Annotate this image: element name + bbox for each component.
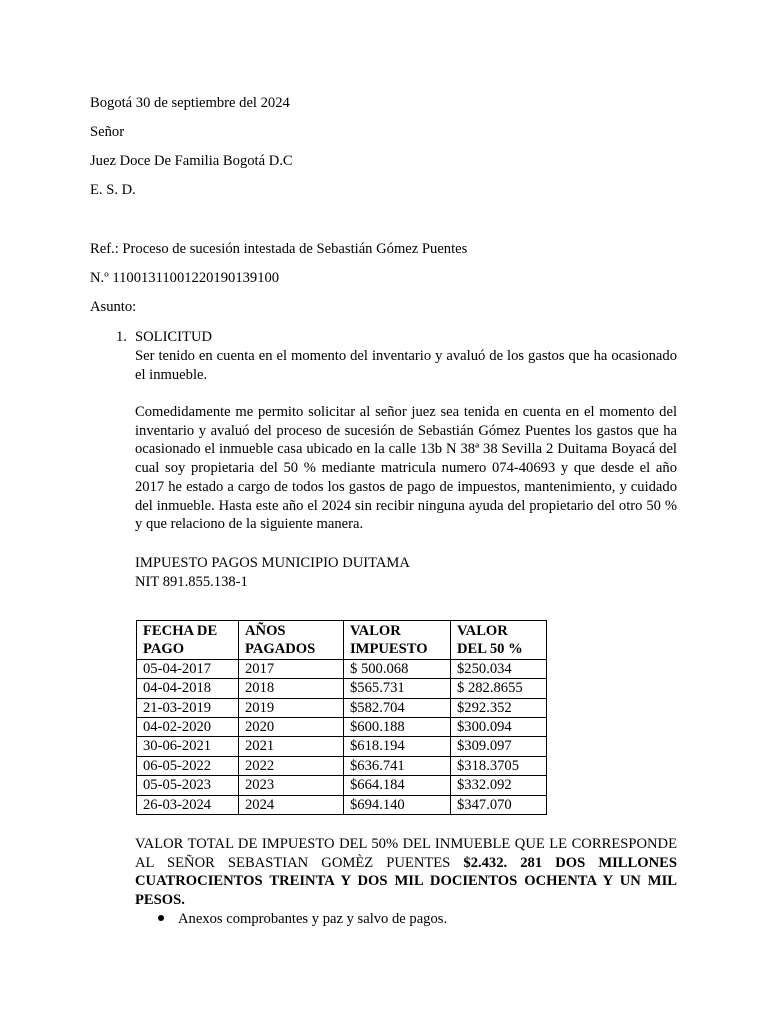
cell-valor-50: $ 282.8655 — [451, 679, 547, 698]
table-row — [137, 756, 547, 775]
cell-fecha: 05-04-2017 — [137, 659, 239, 678]
annex-text: Anexos comprobantes y paz y salvo de pagos. — [178, 911, 448, 927]
table-row — [137, 737, 547, 756]
esd-line: E. S. D. — [90, 182, 136, 198]
cell-valor-50: $309.097 — [451, 737, 547, 756]
header-valor-line2: IMPUESTO — [350, 641, 428, 658]
header-anos-line1: AÑOS — [245, 623, 286, 639]
header-fecha-text: FECHA DE — [143, 623, 218, 639]
header-fecha-de-pago — [137, 621, 239, 660]
reference-line: Ref.: Proceso de sucesión intestada de Sebastián Gómez Puentes — [90, 241, 468, 257]
cell-fecha: 05-05-2023 — [137, 776, 239, 795]
header-valor50-line2: DEL 50 % — [457, 641, 523, 658]
subject-label: Asunto: — [90, 299, 137, 315]
table-row — [137, 795, 547, 814]
request-heading: SOLICITUD — [135, 329, 213, 345]
header-valor-impuesto — [344, 621, 451, 660]
request-summary: Ser tenido en cuenta en el momento del inventario y avaluó de los gastos que ha ocasionado el inmueble. — [135, 348, 677, 383]
tax-section-title: IMPUESTO PAGOS MUNICIPIO DUITAMA — [135, 555, 410, 571]
annex-bullet — [158, 910, 447, 928]
cell-valor: $582.704 — [344, 698, 451, 717]
table-row — [137, 659, 547, 678]
cell-valor-50: $250.034 — [451, 659, 547, 678]
header-fecha-line1 — [143, 622, 232, 640]
salutation: Señor — [90, 124, 125, 140]
cell-fecha: 06-05-2022 — [137, 756, 239, 775]
table-header-row — [137, 621, 547, 660]
cell-ano: 2024 — [239, 795, 344, 814]
header-valor-line1: VALOR — [350, 623, 401, 639]
cell-fecha: 04-04-2018 — [137, 679, 239, 698]
cell-ano: 2020 — [239, 718, 344, 737]
table-row — [137, 718, 547, 737]
cell-valor-50: $318.3705 — [451, 756, 547, 775]
cell-fecha: 21-03-2019 — [137, 698, 239, 717]
cell-valor-50: $347.070 — [451, 795, 547, 814]
tax-section-nit: NIT 891.855.138-1 — [135, 574, 248, 590]
cell-valor: $ 500.068 — [344, 659, 451, 678]
cell-fecha: 30-06-2021 — [137, 737, 239, 756]
cell-valor: $694.140 — [344, 795, 451, 814]
cell-ano: 2023 — [239, 776, 344, 795]
recipient: Juez Doce De Familia Bogotá D.C — [90, 153, 293, 169]
header-fecha-line2: PAGO — [143, 641, 185, 658]
cell-valor-50: $292.352 — [451, 698, 547, 717]
header-valor-50 — [451, 621, 547, 660]
tax-payments-table — [136, 620, 547, 815]
cell-valor: $565.731 — [344, 679, 451, 698]
header-anos-pagados — [239, 621, 344, 660]
bullet-icon — [158, 915, 164, 921]
table-row — [137, 698, 547, 717]
cell-ano: 2018 — [239, 679, 344, 698]
cell-valor: $618.194 — [344, 737, 451, 756]
cell-ano: 2019 — [239, 698, 344, 717]
cell-valor: $600.188 — [344, 718, 451, 737]
request-body: Comedidamente me permito solicitar al señor juez sea tenida en cuenta en el momento del inventario y avaluó del proceso de sucesión de Sebastián Gómez Puentes los gastos que ha ocasionado el inmueble casa ubicado en la calle 13b N 38ª 38 Sevilla 2 Duitama Boyacá del cual soy propietaria del 50 % mediante matricula numero 074-40693 y que desde el año 2017 he estado a cargo de todos los gastos de pago de impuestos, mantenimiento, y cuidado del inmueble. Hasta este año el 2024 sin recibir ninguna ayuda del propietario del otro 50 % y que relaciono de la siguiente manera. — [135, 404, 677, 533]
case-number: N.º 11001311001220190139100 — [90, 270, 280, 286]
request-number: 1. — [116, 329, 127, 345]
table-row — [137, 776, 547, 795]
header-valor50-line1: VALOR — [457, 623, 508, 639]
total-amount: $2.432. 281 DOS MILLONES CUATROCIENTOS TREINTA Y DOS MIL DOCIENTOS OCHENTA Y UN MIL PESOS. — [135, 854, 677, 909]
cell-valor-50: $300.094 — [451, 718, 547, 737]
header-anos-line2: PAGADOS — [245, 641, 316, 658]
cell-fecha: 26-03-2024 — [137, 795, 239, 814]
cell-ano: 2021 — [239, 737, 344, 756]
cell-valor: $664.184 — [344, 776, 451, 795]
cell-valor-50: $332.092 — [451, 776, 547, 795]
cell-valor: $636.741 — [344, 756, 451, 775]
total-statement — [135, 835, 677, 910]
table-row — [137, 679, 547, 698]
date-line: Bogotá 30 de septiembre del 2024 — [90, 95, 290, 111]
cell-ano: 2022 — [239, 756, 344, 775]
total-text: VALOR TOTAL DE IMPUESTO DEL 50% DEL INMUEBLE QUE LE CORRESPONDE AL SEÑOR SEBASTIAN GOMÈZ PUENTES — [135, 836, 677, 871]
cell-fecha: 04-02-2020 — [137, 718, 239, 737]
cell-ano: 2017 — [239, 659, 344, 678]
